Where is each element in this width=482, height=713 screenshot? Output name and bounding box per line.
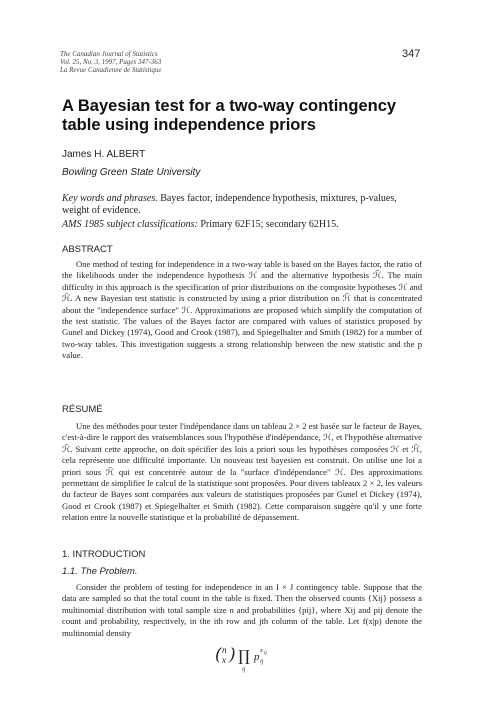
resume-heading: RÉSUMÉ — [62, 404, 103, 415]
abstract-body: One method of testing for independence in a two-way table is based on the Bayes factor, the ratio of the likelihoods under the independence hypothesis ℋ and the alternative hypothesis ℋ̄. The main difficulty in this approach is the specification of prior distributions on the composite hypotheses ℋ and ℋ̄. A new Bayesian test statistic is constructed by using a prior distribution on ℋ̄ that is concentrated about the "independence surface" ℋ. Approximations are proposed which simplify the computation of the test statistic. The values of the Bayes factor are compared with values of statistics proposed by Gunel and Dickey (1974), Good and Crook (1987), and Spiegelhalter and Smith (1982) for a number of two-way tables. This investigation suggests a strong relationship between the new statistic and the p value. — [62, 259, 422, 361]
journal-name: The Canadian Journal of Statistics — [60, 50, 158, 58]
svg-text:ij: ij — [242, 667, 246, 673]
keywords-label: Key words and phrases. — [62, 193, 158, 204]
keywords — [62, 193, 422, 217]
svg-text:ij: ij — [260, 659, 264, 665]
subsection-heading: 1.1. The Problem. — [62, 566, 138, 577]
resume-body: Une des méthodes pour tester l'indépendance dans un tableau 2 × 2 est basée sur le facteur de Bayes, c'est-à-dire le rapport des vraisemblances sous l'hypothèse d'indépendance, ℋ, et l'hypothèse alternative ℋ̄. Suivant cette approche, on doit spécifier des lois a priori sous les hypothèses composées ℋ et ℋ̄, cela représente une difficulté importante. Un nouveau test bayesien est construit. On utilise une loi a priori sous ℋ̄ qui est concentrée autour de la "surface d'indépendance" ℋ. Des approximations permettant de simplifier le calcul de la statistique sont proposées. Pour divers tableaux 2 × 2, les valeurs du facteur de Bayes sont comparées aux valeurs de statistiques proposées par Gunel et Dickey (1974), Good et Crook (1987) et Spiegelhalter et Smith (1982). Cette comparaison suggère qu'il y une forte relation entre la nouvelle statistique et la probabilité de dépassement. — [62, 421, 422, 523]
formula-graphic — [214, 640, 274, 674]
abstract-heading: ABSTRACT — [62, 244, 113, 255]
introduction-heading: 1. INTRODUCTION — [62, 549, 146, 560]
page-number: 347 — [402, 48, 421, 60]
svg-text:): ) — [229, 645, 236, 665]
journal-header — [60, 50, 161, 74]
keywords-text: Bayes factor, independence hypothesis, mixtures, p-values, weight of evidence. — [62, 193, 397, 216]
svg-text:ij: ij — [264, 651, 267, 656]
introduction-body: Consider the problem of testing for independence in an I × J contingency table. Suppose that the data are sampled so that the total count in the table is fixed. Then the observed counts {Xij} possess a multinomial distribution with total sample size n and probabilities {pij}, where Xij and pij denote the count and probability, respectively, in the ith row and jth column of the table. Let f(x|p) denote the multinomial density — [62, 582, 422, 638]
ams-classification — [62, 219, 422, 231]
svg-text:n: n — [222, 645, 227, 655]
journal-volume: Vol. 25, No. 3, 1997, Pages 347-363 — [60, 58, 162, 66]
author-name: James H. ALBERT — [62, 149, 146, 160]
ams-label: AMS 1985 subject classifications: — [62, 219, 198, 230]
svg-text:∏: ∏ — [238, 647, 250, 665]
author-affiliation: Bowling Green State University — [62, 167, 201, 178]
svg-text:x: x — [222, 655, 226, 665]
svg-text:(: ( — [215, 645, 222, 665]
ams-text: Primary 62F15; secondary 62H15. — [200, 219, 339, 230]
multinomial-formula — [214, 640, 274, 677]
svg-text:x: x — [260, 648, 263, 654]
journal-publisher: La Revue Canadienne de Statistique — [60, 66, 162, 74]
svg-text:p: p — [254, 651, 260, 663]
paper-title: A Bayesian test for a two-way contingency table using independence priors — [62, 97, 397, 134]
